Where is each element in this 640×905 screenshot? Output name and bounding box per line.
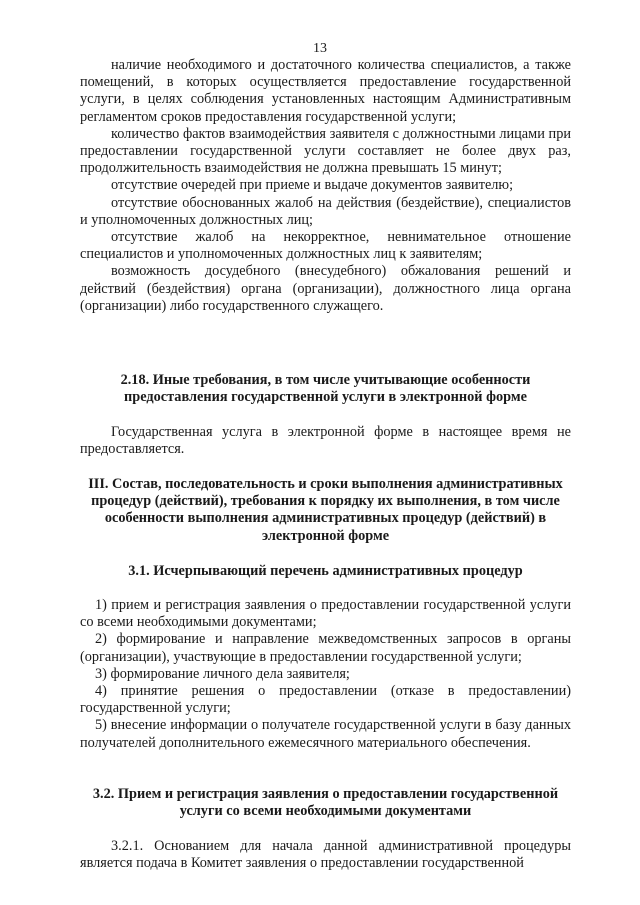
quality-indicators-list	[80, 57, 571, 315]
paragraph: Государственная услуга в электронной форме в настоящее время не предоставляется.	[80, 424, 571, 458]
page-number: 13	[313, 41, 327, 56]
section-heading-3-1: 3.1. Исчерпывающий перечень административных процедур	[128, 563, 523, 579]
procedures-list	[80, 597, 571, 752]
list-item: возможность досудебного (внесудебного) обжалования решений и действий (бездействия) органа (организации), должностного лица органа (организации) либо государственного служащего.	[80, 263, 571, 314]
list-item: наличие необходимого и достаточного количества специалистов, а также помещений, в которых осуществляется предоставление государственной услуги, в целях соблюдения установленных настоящим Административным регламентом сроков предоставления государственной услуги;	[80, 57, 571, 125]
section-heading-3-2: 3.2. Прием и регистрация заявления о предоставлении государственной услуги со всеми необходимыми документами	[92, 786, 559, 820]
section-2-18-body	[80, 424, 571, 458]
paragraph: 3.2.1. Основанием для начала данной административной процедуры является подача в Комитет заявления о предоставлении государственной	[80, 838, 571, 872]
list-item: отсутствие очередей при приеме и выдаче документов заявителю;	[111, 177, 514, 194]
list-item: количество фактов взаимодействия заявителя с должностными лицами при предоставлении государственной услуги составляет не более двух раз, продолжительность взаимодействия не должна превышать 15 минут;	[80, 125, 571, 177]
section-3-2-1-body	[80, 838, 571, 872]
section-heading-2-18: 2.18. Иные требования, в том числе учитывающие особенности предоставления государственной услуги в электронной форме	[120, 372, 531, 406]
list-item: отсутствие обоснованных жалоб на действия (бездействие), специалистов и уполномоченных должностных лиц;	[80, 194, 571, 228]
list-item: 3) формирование личного дела заявителя;	[95, 665, 350, 682]
list-item: 5) внесение информации о получателе государственной услуги в базу данных получателей дополнительного ежемесячного материального обеспечения.	[80, 717, 571, 751]
list-item: 1) прием и регистрация заявления о предоставлении государственной услуги со всеми необходимыми документами;	[80, 597, 571, 631]
list-item: отсутствие жалоб на некорректное, невнимательное отношение специалистов и уполномоченных должностных лиц к заявителям;	[80, 229, 571, 263]
list-item: 4) принятие решения о предоставлении (отказе в предоставлении) государственной услуги;	[80, 683, 571, 717]
list-item: 2) формирование и направление межведомственных запросов в органы (организации), участвующие в предоставлении государственной услуги;	[80, 631, 571, 665]
chapter-heading-iii: III. Состав, последовательность и сроки выполнения административных процедур (действий), требования к порядку их выполнения, в том числе особенности выполнения административных процедур (действий) в электронной форме	[88, 476, 563, 544]
